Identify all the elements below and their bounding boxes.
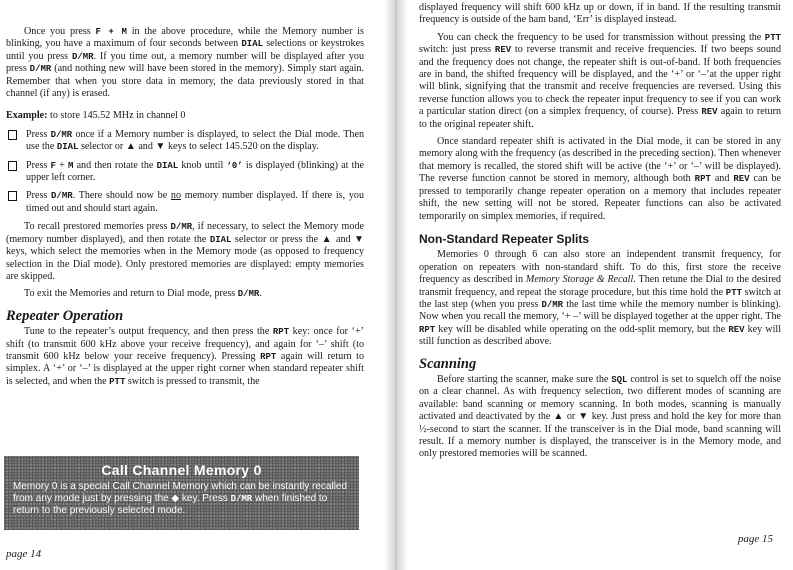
callout-title: Call Channel Memory 0 — [101, 462, 262, 478]
book-gutter — [384, 0, 408, 570]
non-standard-splits-heading: Non-Standard Repeater Splits — [419, 231, 590, 246]
shift-continuation-paragraph: displayed frequency will shift 600 kHz up or down, if in band. If the resulting transmit frequency is outside of the ham band, ‘Err’ is displayed instead. — [419, 2, 781, 26]
example-line: Example: to store 145.52 MHz in channel 0 — [6, 110, 186, 122]
reverse-check-paragraph: You can check the frequency to be used for transmission without pressing the PTT switch: just press REV to reverse transmit and receive frequencies. If two beeps sound and the frequency does not change, the repeater shift is out-of-band. If both frequencies are in band, the shifted frequency will be displayed, and the ‘+’ or ‘–’at the upper right will blink, signifying that the transmit and receive frequencies are reversed. Using this reverse function allows you to check the repeater input frequency to see if you can work a particular station direct (on a simplex frequency, of course). Press REV again to return to the original repeater shift. — [419, 31, 781, 130]
call-channel-callout-box — [4, 456, 359, 530]
recall-memories-paragraph: To recall prestored memories press D/MR, if necessary, to select the Memory mode (memory number displayed), and then rotate the DIAL selector or press the ▲ and ▼ keys, which select the memories when in the Memory mode (as opposed to frequency selection in the Dial mode). Only prestored memories are displayed: empty memories are skipped. — [6, 221, 365, 282]
right-page — [408, 0, 793, 570]
scanning-paragraph: Before starting the scanner, make sure the SQL control is set to squelch off the noise on a clear channel. As with frequency selection, two different modes of scanning are available: band scanning or memory scanning. In both modes, scanning is manually activated and deactivated by the ▲ or ▼ key. Just press and hold the key for more than ½-second to start the scanner. If the transceiver is in the Dial mode, band scanning will result. If a memory number is displayed, the transceiver is in the Memory mode, and only prestored memories will be scanned. — [419, 373, 781, 460]
left-page — [0, 0, 384, 570]
page-number-left: page 14 — [6, 548, 42, 560]
checkbox-icon — [8, 161, 17, 171]
scanning-heading: Scanning — [419, 355, 477, 372]
left-text-column — [6, 26, 364, 393]
step-1: Press D/MR once if a Memory number is displayed, to select the Dial mode. Then use the DIAL selector or ▲ and ▼ keys to select 145.520 on the display. — [6, 129, 364, 154]
repeater-operation-paragraph: Tune to the repeater’s output frequency, and then press the RPT key: once for ‘+’ shift (to transmit 600 kHz above your receive frequency), and again for ‘–’ shift (to transmit 600 kHz below your receive frequency). Pressing RPT again will return to simplex. A ‘+’ or ‘–’ is displayed at the upper right corner when standard repeater shift is selected, and when the PTT switch is pressed to transmit, the — [6, 326, 364, 387]
exit-memories-paragraph: To exit the Memories and return to Dial mode, press D/MR. — [24, 288, 262, 300]
stored-shift-paragraph: Once standard repeater shift is activated in the Dial mode, it can be stored in any memory along with the frequency (as described in the preceding section). Then whenever that memory is recalled, the stored shift will be active (the ‘+’ or ‘–’ will be displayed). The reverse function cannot be stored in memory, although both RPT and REV can be pressed to temporarily change repeater operation on a memory that includes repeater shift, the new setting will not be stored. Repeater functions can also be activated temporarily on simplex memories, if required. — [419, 136, 781, 222]
step-2: Press F + M and then rotate the DIAL knob until ‘0’ is displayed (blinking) at the upper left corner. — [6, 160, 364, 185]
right-text-column — [419, 2, 781, 466]
non-standard-splits-paragraph: Memories 0 through 6 can also store an independent transmit frequency, for operation on repeaters with non-standard shift. To do this, first store the receive frequency as described in Memory Storage & Recall. Then retune the Dial to the desired transmit frequency, and repeat the storage procedure, but this time hold the PTT switch at the last step (when you press D/MR the last time while the memory number is blinking). Now when you recall the memory, ‘+ –’ will be displayed together at the upper right. The RPT key will be disabled while operating on the odd-split memory, but the REV key will still function as described above. — [419, 249, 782, 348]
page-number-right: page 15 — [737, 533, 773, 545]
repeater-operation-heading: Repeater Operation — [6, 307, 124, 324]
callout-text: Memory 0 is a special Call Channel Memory which can be instantly recalled from any mode just by pressing the ◆ key. Press D/MR when finished to return to the previously selected mode. — [13, 481, 348, 516]
checkbox-icon — [8, 130, 17, 140]
memory-timeout-paragraph: Once you press F + M in the above procedure, while the Memory number is blinking, you have a maximum of four seconds between DIAL selections or keystrokes until you press D/MR. If you time out, a memory number will be displayed after you press D/MR (and nothing new will have been stored in the memory). Simply start again. Remember that when you store data in memory, the data previously stored in that channel (if any) is erased. — [6, 26, 364, 100]
checkbox-icon — [8, 191, 17, 201]
step-3: Press D/MR. There should now be no memory number displayed. If there is, you timed out and should start again. — [6, 190, 364, 215]
